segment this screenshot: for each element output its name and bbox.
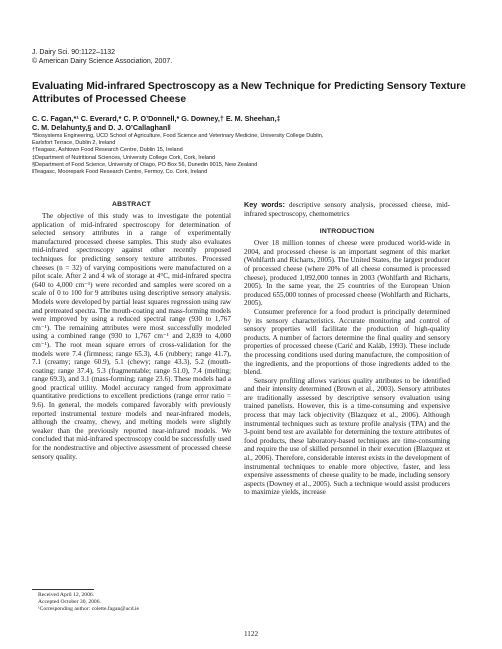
author-line-1: C. C. Fagan,*¹ C. Everard,* C. P. O’Donnell,* G. Downey,† E. M. Sheehan,‡ xyxy=(32,114,281,123)
journal-citation: J. Dairy Sci. 90:1122–1132 xyxy=(32,49,116,56)
journal-header xyxy=(32,48,472,66)
right-column xyxy=(244,201,450,497)
footnotes xyxy=(38,592,228,613)
author-line-2: C. M. Delahunty,§ and D. J. O’Callaghan‖ xyxy=(32,123,171,132)
affiliation-line: Earlsfort Terrace, Dublin 2, Ireland xyxy=(32,140,116,147)
left-column xyxy=(32,201,231,461)
affiliation-line: §Department of Food Science, University of Otago, PO Box 56, Dunedin 9015, New Zealand xyxy=(32,161,258,168)
abstract-text: The objective of this study was to investigate the potential application of mid-infrared spectroscopy for determination of selected sensory attributes in a range of experimentally manufactured processed cheese samples. This study also evaluates mid-infrared spectroscopy against other recently proposed techniques for predicting sensory texture attributes. Processed cheeses (n = 32) of varying compositions were manufactured on a pilot scale. After 2 and 4 wk of storage at 4°C, mid-infrared spectra (640 to 4,000 cm⁻¹) were recorded and samples were scored on a scale of 0 to 100 for 9 attributes using descriptive sensory analysis. Models were developed by partial least squares regression using raw and pretreated spectra. The mouth-coating and mass-forming models were improved by using a reduced spectral range (930 to 1,767 cm⁻¹). The remaining attributes were most successfully modeled using a combined range (930 to 1,767 cm⁻¹ and 2,839 to 4,000 cm⁻¹). The root mean square errors of cross-validation for the models were 7.4 (firmness; range 65.3), 4.6 (rubbery; range 41.7), 7.1 (creamy; range 60.9), 5.1 (chewy; range 43.3), 5.2 (mouth-coating; range 37.4), 5.3 (fragmentable; range 51.0), 7.4 (melting; range 69.3), and 3.1 (mass-forming; range 23.6). These models had a good practical utility. Model accuracy ranged from approximate quantitative predictions to excellent predictions (range error ratio = 9.6). In general, the models compared favorably with previously reported instrumental texture models and near-infrared models, although the creamy, chewy, and melting models were slightly weaker than the previously reported near-infrared models. We concluded that mid-infrared spectroscopy could be successfully used for the nondestructive and objective assessment of processed cheese sensory quality. xyxy=(32,212,231,461)
affiliation-line: †Teagasc, Ashtown Food Research Centre, Dublin 15, Ireland xyxy=(32,147,183,154)
affiliation-line: *Biosystems Engineering, UCD School of Agriculture, Food Science and Veterinary Medicine, University College Dublin, xyxy=(32,133,324,139)
accepted-date: Accepted October 30, 2006. xyxy=(38,598,101,605)
keywords xyxy=(244,201,450,218)
keywords-label: Key words: xyxy=(244,200,285,209)
article-title: Evaluating Mid-infrared Spectroscopy as a New Technique for Predicting Sensory Texture Attributes of Processed Cheese xyxy=(32,81,466,105)
introduction-heading: INTRODUCTION xyxy=(319,228,375,236)
affiliation-line: ‖Teagasc, Moorepark Food Research Centre, Fermoy, Co. Cork, Ireland xyxy=(32,169,208,176)
affiliations xyxy=(32,133,472,176)
intro-paragraph: Sensory profiling allows various quality attributes to be identified and their intensity determined (Brown et al., 2003). Sensory attributes are traditionally assessed by descriptive sensory evaluation using trained panelists. However, this is a time-consuming and expensive process that may lack objectivity (Blazquez et al., 2006). Although instrumental techniques such as texture profile analysis (TPA) and the 3-point bend test are available for determining the texture attributes of food products, these laboratory-based techniques are time-consuming and require the use of skilled personnel in their execution (Blazquez et al., 2006). Therefore, considerable interest exists in the development of instrumental techniques to enable more objective, faster, and less expensive assessments of cheese quality to be made, including sensory aspects (Downey et al., 2005). Such a technique would assist producers to maximize yields, increase xyxy=(244,376,450,497)
author-list xyxy=(32,114,472,132)
abstract-heading: ABSTRACT xyxy=(112,201,151,208)
intro-paragraph: Over 18 million tonnes of cheese were produced world-wide in 2004, and processed cheese is an important segment of this market (Wohlfarth and Richarts, 2005). The United States, the largest producer of processed cheese (where 20% of all cheese consumed is processed cheese), produced 1,092,000 tonnes in 2003 (Wohlfarth and Richarts, 2005). In the same year, the 25 countries of the European Union produced 655,000 tonnes of processed cheese (Wohlfarth and Richarts, 2005). xyxy=(244,239,450,308)
footnote-divider xyxy=(32,589,94,590)
intro-paragraph: Consumer preference for a food product is principally determined by its sensory characteristics. Accurate monitoring and control of sensory properties will facilitate the production of high-quality products. A number of factors determine the final quality and sensory properties of processed cheese (Carić and Kaláb, 1993). These include the processing conditions used during manufacture, the composition of the ingredients, and the proportions of those ingredients added to the blend. xyxy=(244,307,450,377)
corresponding-author: ¹Corresponding author: colette.fagan@ucd.ie xyxy=(38,605,139,612)
copyright-line: © American Dairy Science Association, 2007. xyxy=(32,58,173,65)
page-number: 1122 xyxy=(243,630,259,638)
affiliation-line: ‡Department of Nutritional Sciences, University College Cork, Cork, Ireland xyxy=(32,154,216,161)
keywords-text: descriptive sensory analysis, processed cheese, mid-infrared spectroscopy, chemometrics xyxy=(244,201,451,218)
received-date: Received April 12, 2006. xyxy=(38,592,95,598)
